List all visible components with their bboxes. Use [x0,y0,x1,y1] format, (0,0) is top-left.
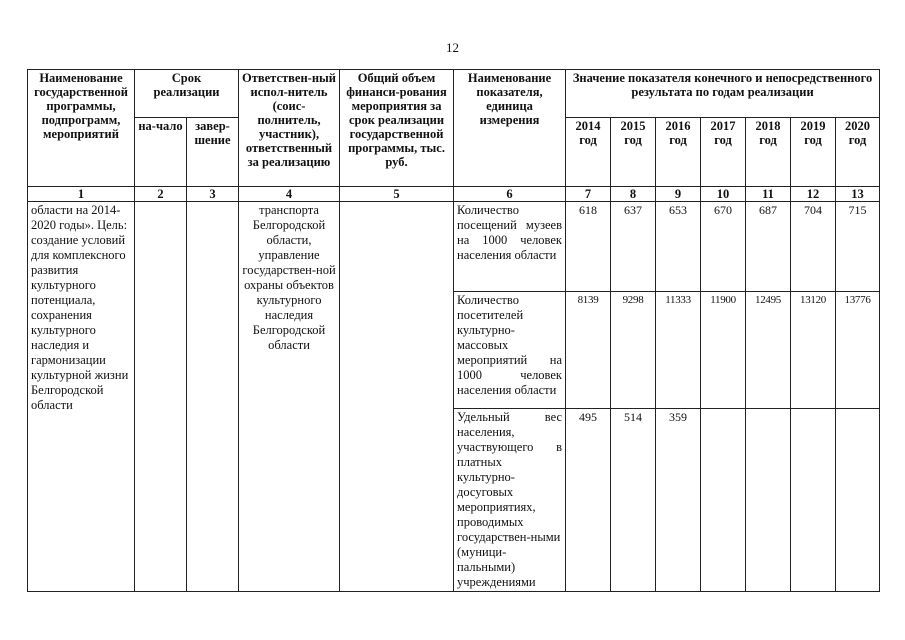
value-cell: 359 [656,409,701,592]
column-number: 10 [701,187,746,202]
header-year-2020: 2020 год [836,118,880,187]
header-year-2015: 2015 год [611,118,656,187]
value-cell [791,409,836,592]
header-year-2016: 2016 год [656,118,701,187]
start-cell [135,202,187,592]
header-end: завер-шение [187,118,239,187]
value-cell: 13120 [791,292,836,409]
page-number: 12 [446,40,459,55]
value-cell: 8139 [566,292,611,409]
column-number-row [28,187,880,202]
value-cell [836,409,880,592]
column-number: 12 [791,187,836,202]
header-start: на-чало [135,118,187,187]
column-number: 6 [454,187,566,202]
column-number: 4 [239,187,340,202]
value-cell: 653 [656,202,701,292]
responsible-cell: транспорта Белгородской области, управление государствен-ной охраны объектов культурного наследия Белгородской области [239,202,340,592]
value-cell [701,409,746,592]
value-cell: 13776 [836,292,880,409]
value-cell: 12495 [746,292,791,409]
column-number: 3 [187,187,239,202]
value-cell: 514 [611,409,656,592]
header-year-2019: 2019 год [791,118,836,187]
table-row [28,202,880,292]
indicator-cell: Количество посещений музеев на 1000 человек населения области [454,202,566,292]
header-program-name: Наименование государственной программы, подпрограмм, мероприятий [28,70,135,187]
column-number: 5 [340,187,454,202]
value-cell: 715 [836,202,880,292]
indicator-cell: Количество посетителей культурно-массовых мероприятий на 1000 человек населения области [454,292,566,409]
header-term: Срок реализации [135,70,239,118]
program-name-cell: области на 2014-2020 годы». Цель: создание условий для комплексного развития культурного потенциала, сохранения культурного наследия и гармонизации культурной жизни Белгородской области [28,202,135,592]
header-year-2017: 2017 год [701,118,746,187]
value-cell: 11333 [656,292,701,409]
program-indicators-table [27,69,880,592]
header-year-2014: 2014 год [566,118,611,187]
column-number: 2 [135,187,187,202]
header-indicator: Наименование показателя, единица измерения [454,70,566,187]
column-number: 11 [746,187,791,202]
indicator-cell: Удельный вес населения, участвующего в платных культурно-досуговых мероприятиях, проводимых государствен-ными (муници-пальными) учреждениями [454,409,566,592]
column-number: 13 [836,187,880,202]
column-number: 7 [566,187,611,202]
value-cell [746,409,791,592]
value-cell: 670 [701,202,746,292]
header-responsible: Ответствен-ный испол-нитель (соис-полнитель, участник), ответственный за реализацию [239,70,340,187]
end-cell [187,202,239,592]
funding-cell [340,202,454,592]
column-number: 1 [28,187,135,202]
header-funding-volume: Общий объем финанси-рования мероприятия за срок реализации государственной программы, тыс. руб. [340,70,454,187]
value-cell: 637 [611,202,656,292]
value-cell: 9298 [611,292,656,409]
header-indicator-values: Значение показателя конечного и непосредственного результата по годам реализации [566,70,880,118]
header-year-2018: 2018 год [746,118,791,187]
value-cell: 495 [566,409,611,592]
value-cell: 11900 [701,292,746,409]
column-number: 9 [656,187,701,202]
value-cell: 687 [746,202,791,292]
value-cell: 618 [566,202,611,292]
column-number: 8 [611,187,656,202]
value-cell: 704 [791,202,836,292]
